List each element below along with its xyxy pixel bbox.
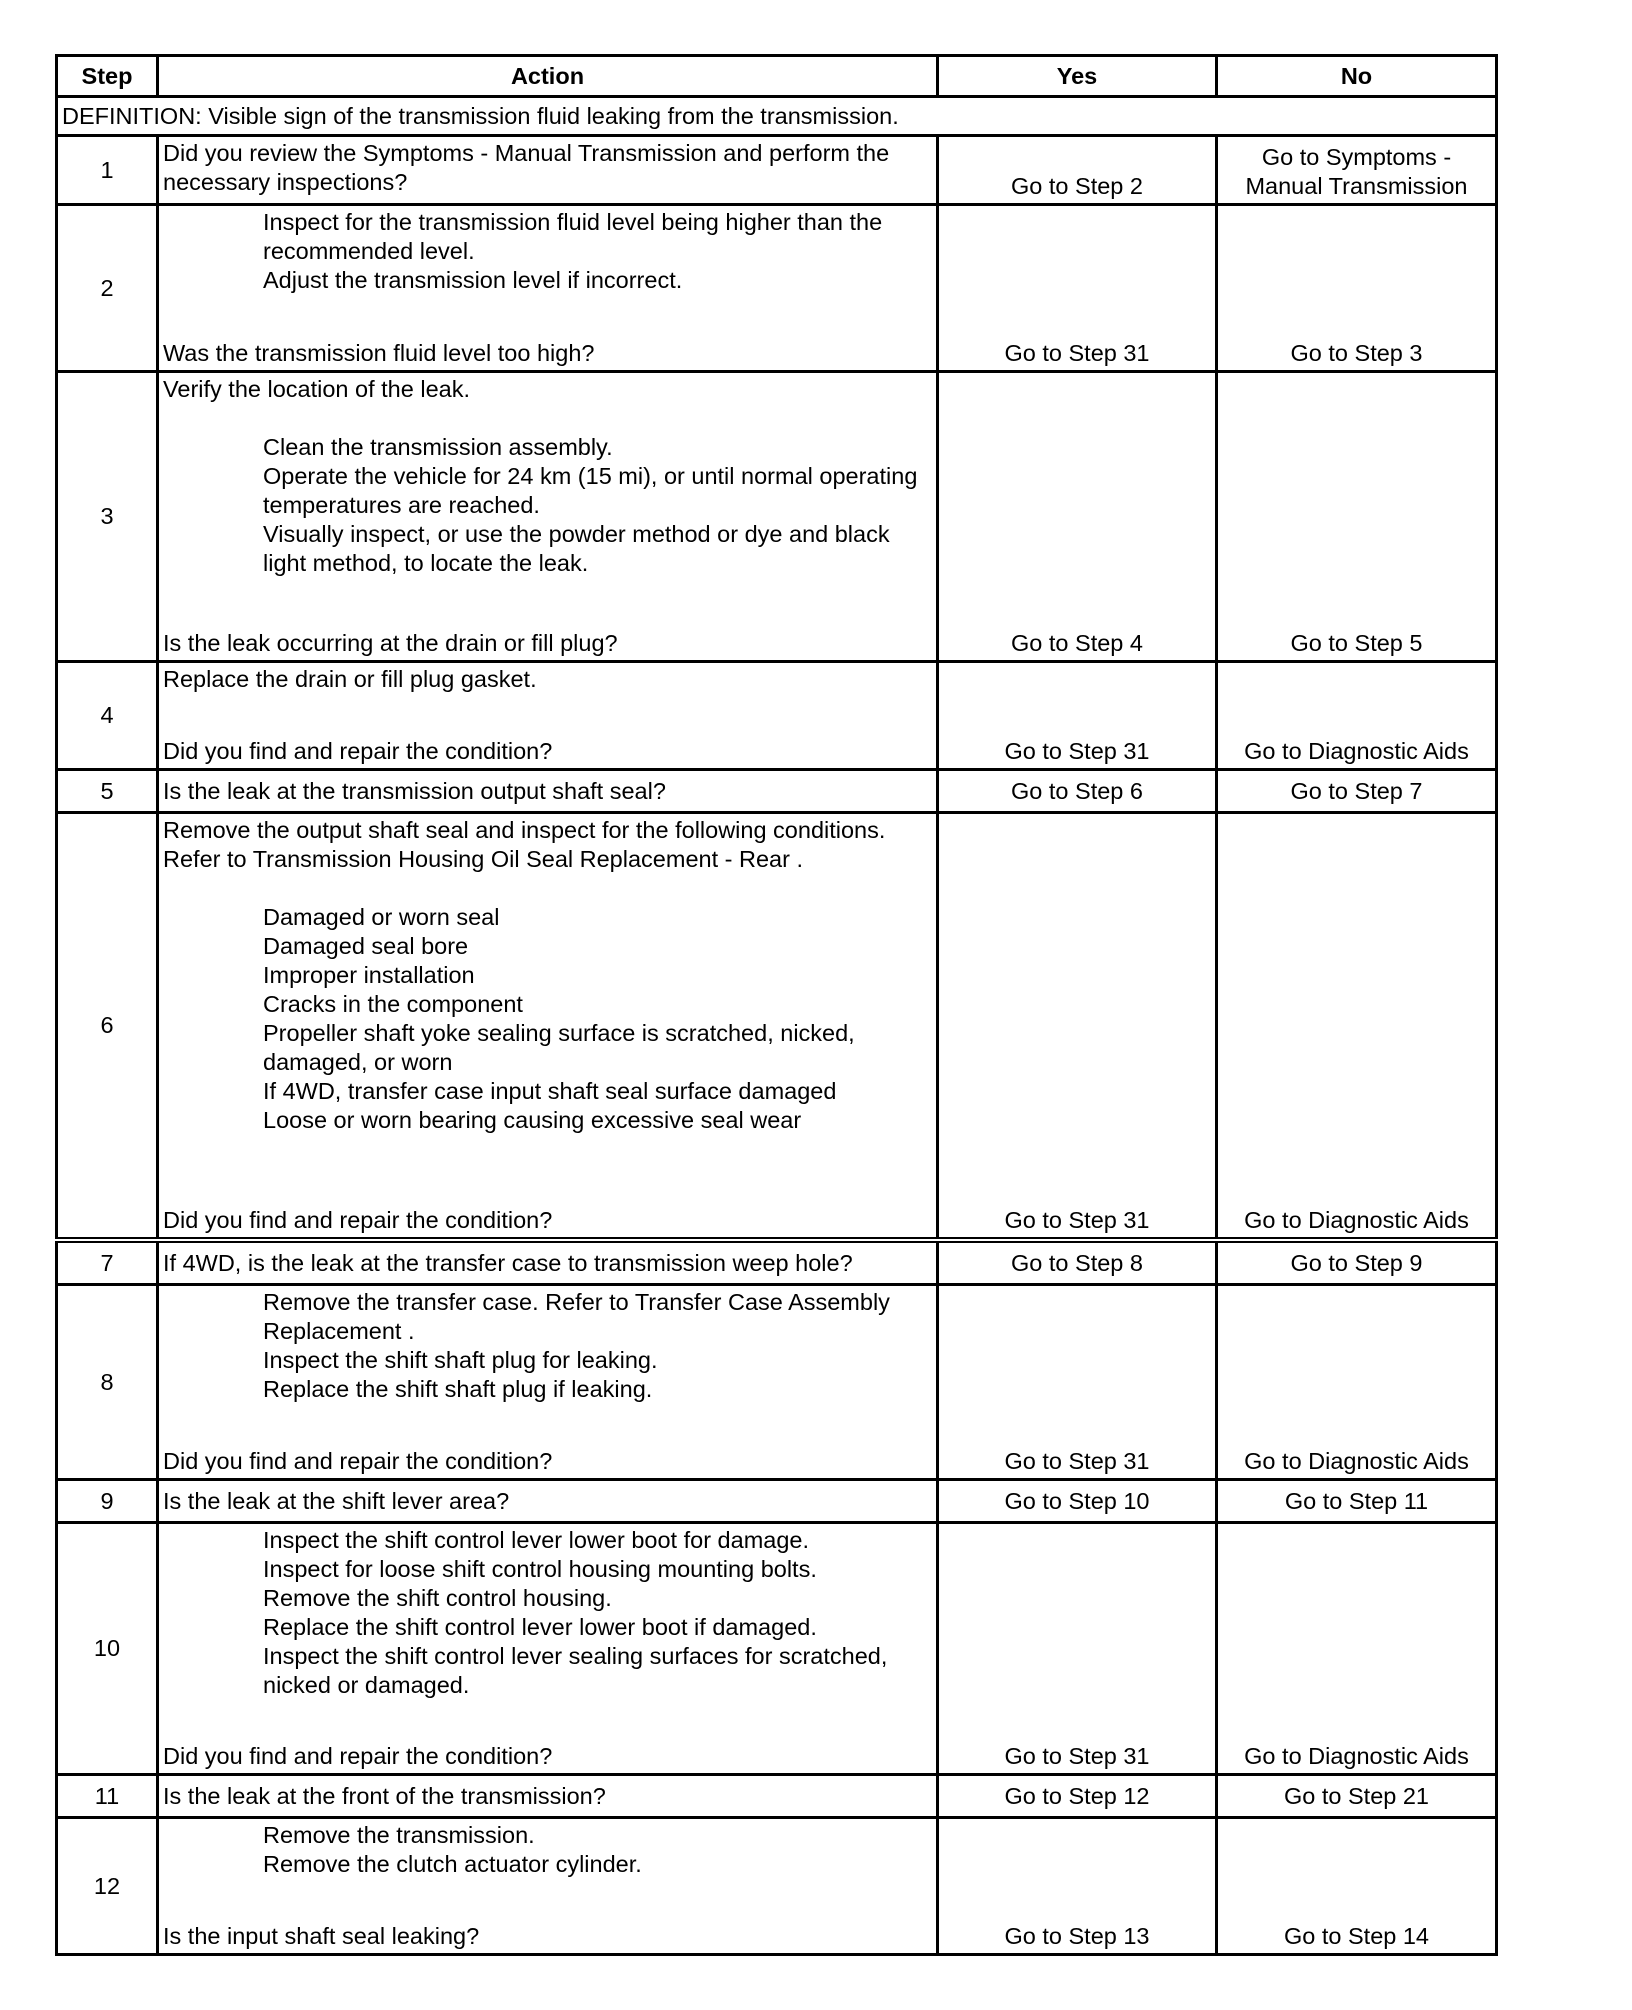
step-number: 5: [57, 770, 158, 813]
no-result: Go to Step 21: [1217, 1775, 1497, 1818]
action-intro: Remove the output shaft seal and inspect for the following conditions. Refer to Transmission Housing Oil Seal Replacement - Rear .: [163, 817, 886, 872]
table-row: [57, 770, 1497, 813]
action-item: Inspect for loose shift control housing mounting bolts.: [263, 1556, 817, 1582]
header-row: [57, 56, 1497, 97]
no-result: Go to Step 7: [1217, 770, 1497, 813]
header-action: Action: [158, 56, 938, 97]
no-result: Go to Step 9: [1217, 1240, 1497, 1285]
action-item: Remove the transmission.: [263, 1822, 535, 1848]
table-row: [57, 813, 1497, 1241]
header-no: No: [1217, 56, 1497, 97]
no-result: Go to Step 5: [1217, 372, 1497, 662]
table-row: [57, 372, 1497, 662]
yes-result: Go to Step 10: [938, 1480, 1217, 1523]
action-cell: [158, 205, 938, 372]
step-number: 8: [57, 1285, 158, 1480]
action-question: Did you find and repair the condition?: [163, 1207, 553, 1233]
no-result: Go to Diagnostic Aids: [1217, 813, 1497, 1241]
action-item: Remove the clutch actuator cylinder.: [263, 1851, 642, 1877]
action-question: Did you find and repair the condition?: [163, 738, 553, 764]
action-item: Loose or worn bearing causing excessive seal wear: [263, 1107, 802, 1133]
table-row: [57, 662, 1497, 770]
action-intro: Replace the drain or fill plug gasket.: [163, 666, 537, 692]
action-item: Propeller shaft yoke sealing surface is scratched, nicked, damaged, or worn: [263, 1020, 855, 1075]
action-question: Did you find and repair the condition?: [163, 1448, 553, 1474]
action-cell: [158, 1285, 938, 1480]
step-number: 11: [57, 1775, 158, 1818]
action-question: Did you find and repair the condition?: [163, 1743, 553, 1769]
step-number: 6: [57, 813, 158, 1241]
yes-result: Go to Step 6: [938, 770, 1217, 813]
yes-result: Go to Step 31: [938, 1523, 1217, 1775]
action-cell: [158, 813, 938, 1241]
action-text: Did you review the Symptoms - Manual Transmission and perform the necessary inspections?: [158, 136, 938, 205]
no-result: Go to Symptoms - Manual Transmission: [1217, 136, 1497, 205]
action-text: Is the leak at the shift lever area?: [158, 1480, 938, 1523]
yes-result: Go to Step 31: [938, 205, 1217, 372]
step-number: 3: [57, 372, 158, 662]
diagnostic-table: [55, 54, 1498, 1956]
yes-result: Go to Step 31: [938, 1285, 1217, 1480]
yes-result: Go to Step 31: [938, 662, 1217, 770]
action-text: If 4WD, is the leak at the transfer case to transmission weep hole?: [158, 1240, 938, 1285]
action-cell: [158, 1523, 938, 1775]
action-item: Cracks in the component: [263, 991, 523, 1017]
table-row: [57, 1818, 1497, 1955]
header-step: Step: [57, 56, 158, 97]
no-result: Go to Diagnostic Aids: [1217, 662, 1497, 770]
yes-result: Go to Step 8: [938, 1240, 1217, 1285]
yes-result: Go to Step 31: [938, 813, 1217, 1241]
action-item: Improper installation: [263, 962, 475, 988]
table-row: [57, 1775, 1497, 1818]
step-number: 12: [57, 1818, 158, 1955]
yes-result: Go to Step 2: [938, 136, 1217, 205]
header-yes: Yes: [938, 56, 1217, 97]
action-item: Remove the transfer case. Refer to Transfer Case Assembly Replacement .: [263, 1289, 890, 1344]
table-row: [57, 1285, 1497, 1480]
action-item: Operate the vehicle for 24 km (15 mi), or until normal operating temperatures are reached.: [263, 463, 918, 518]
step-number: 2: [57, 205, 158, 372]
step-number: 4: [57, 662, 158, 770]
action-text: Is the leak at the transmission output shaft seal?: [158, 770, 938, 813]
action-item: Inspect the shift control lever lower boot for damage.: [263, 1527, 810, 1553]
no-result: Go to Step 3: [1217, 205, 1497, 372]
action-item: Visually inspect, or use the powder method or dye and black light method, to locate the leak.: [263, 521, 890, 576]
step-number: 7: [57, 1240, 158, 1285]
action-question: Is the leak occurring at the drain or fill plug?: [163, 630, 618, 656]
action-item: Remove the shift control housing.: [263, 1585, 612, 1611]
definition-row: [57, 97, 1497, 136]
table-row: [57, 1523, 1497, 1775]
step-number: 9: [57, 1480, 158, 1523]
action-cell: [158, 662, 938, 770]
action-item: Replace the shift control lever lower boot if damaged.: [263, 1614, 817, 1640]
step-number: 10: [57, 1523, 158, 1775]
action-item: If 4WD, transfer case input shaft seal surface damaged: [263, 1078, 837, 1104]
action-item: Inspect for the transmission fluid level being higher than the recommended level.: [263, 209, 883, 264]
action-question: Was the transmission fluid level too high?: [163, 340, 595, 366]
action-cell: [158, 1818, 938, 1955]
action-item: Clean the transmission assembly.: [263, 434, 613, 460]
action-item: Damaged or worn seal: [263, 904, 500, 930]
yes-result: Go to Step 12: [938, 1775, 1217, 1818]
action-item: Damaged seal bore: [263, 933, 469, 959]
table-row: [57, 1480, 1497, 1523]
no-result: Go to Diagnostic Aids: [1217, 1523, 1497, 1775]
step-number: 1: [57, 136, 158, 205]
table-row: [57, 136, 1497, 205]
action-item: Inspect the shift control lever sealing surfaces for scratched, nicked or damaged.: [263, 1643, 888, 1698]
action-item: Inspect the shift shaft plug for leaking.: [263, 1347, 658, 1373]
definition-text: DEFINITION: Visible sign of the transmission fluid leaking from the transmission.: [57, 97, 1497, 136]
action-intro: Verify the location of the leak.: [163, 376, 470, 402]
action-cell: [158, 372, 938, 662]
action-item: Adjust the transmission level if incorrect.: [263, 267, 683, 293]
yes-result: Go to Step 13: [938, 1818, 1217, 1955]
action-item: Replace the shift shaft plug if leaking.: [263, 1376, 653, 1402]
action-text: Is the leak at the front of the transmission?: [158, 1775, 938, 1818]
yes-result: Go to Step 4: [938, 372, 1217, 662]
no-result: Go to Step 14: [1217, 1818, 1497, 1955]
no-result: Go to Diagnostic Aids: [1217, 1285, 1497, 1480]
no-result: Go to Step 11: [1217, 1480, 1497, 1523]
table-row: [57, 1240, 1497, 1285]
action-question: Is the input shaft seal leaking?: [163, 1923, 480, 1949]
table-row: [57, 205, 1497, 372]
